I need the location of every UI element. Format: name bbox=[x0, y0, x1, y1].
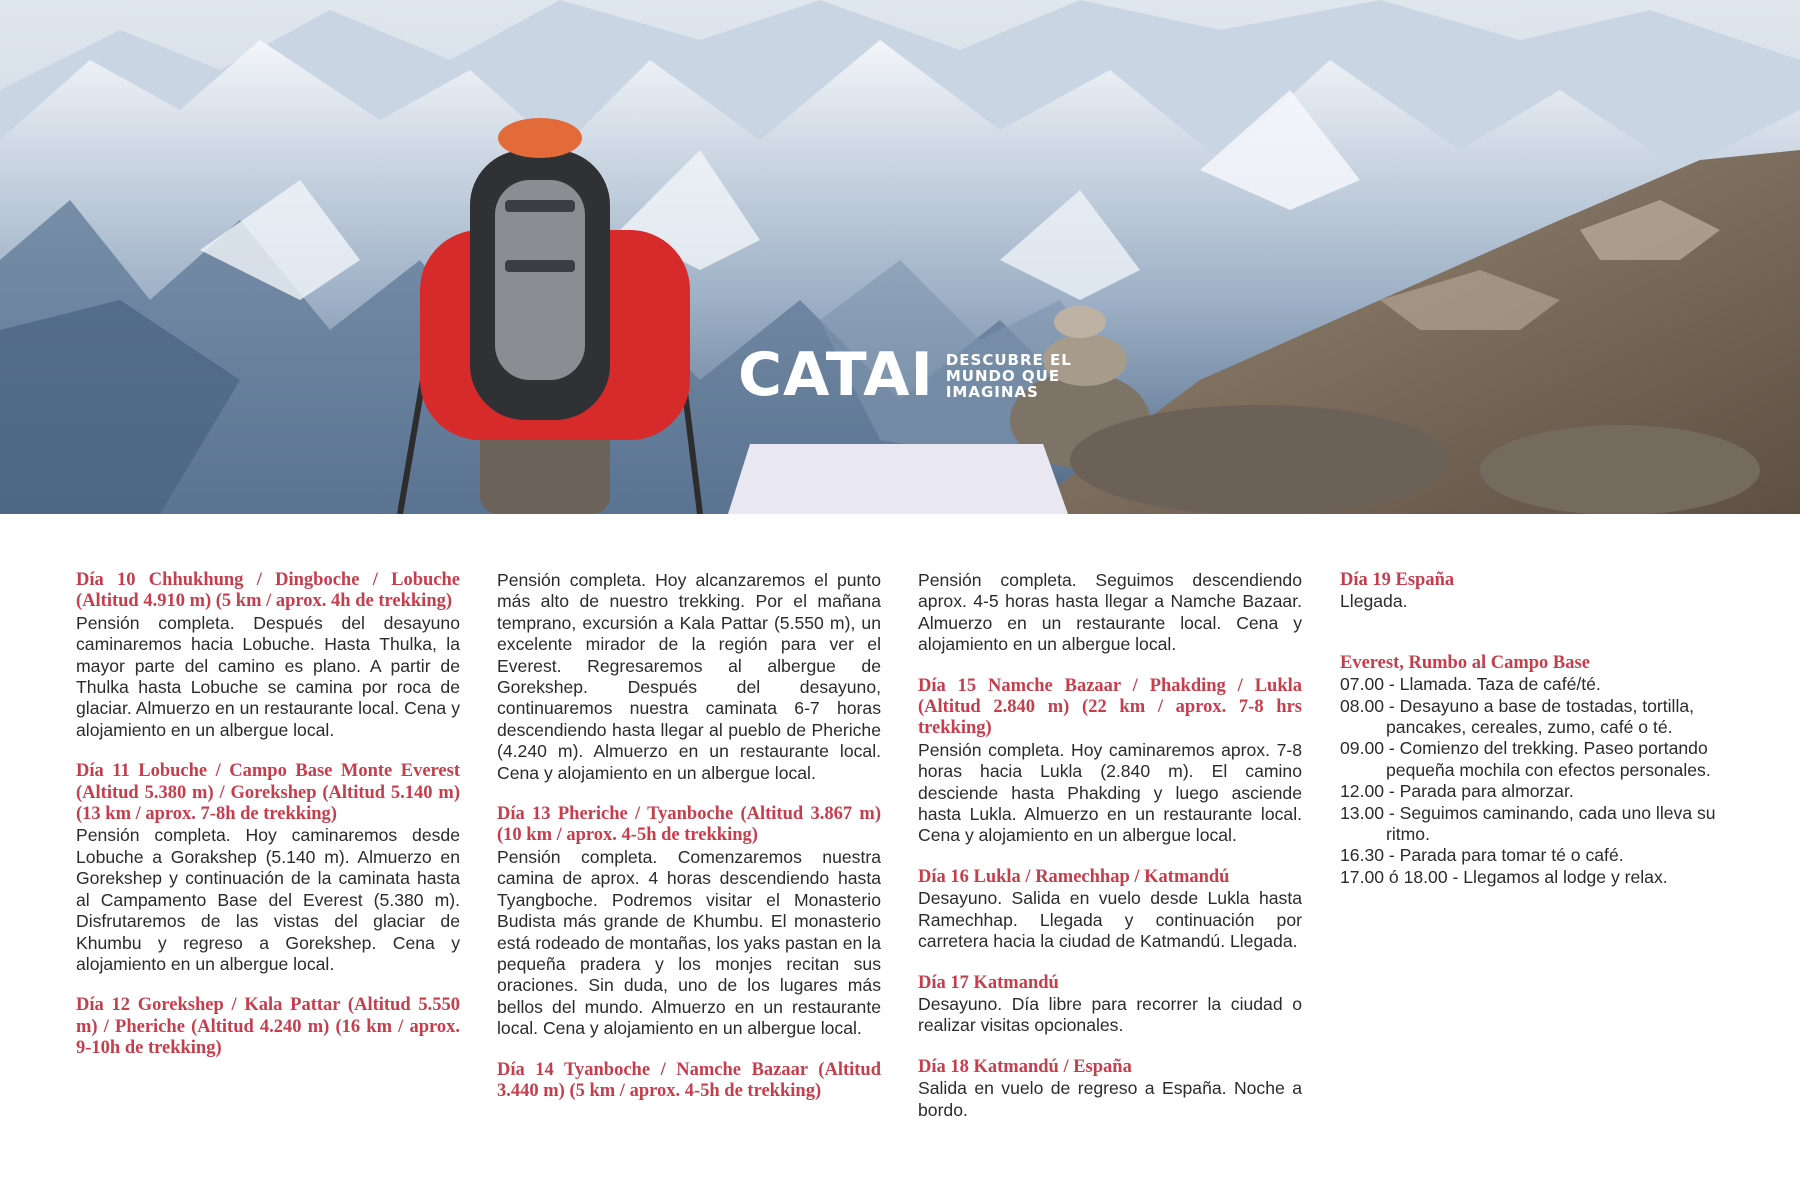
itinerary-day bbox=[918, 973, 1302, 1037]
text-column-4 bbox=[1340, 570, 1724, 908]
day-description: Pensión completa. Hoy caminaremos desde Lobuche a Gorakshep (5.140 m). Almuerzo en Gorekshep y continuación de la caminata hasta al Campamento Base del Everest (5.380 m). Disfrutaremos de las vistas del glaciar de Khumbu y regreso a Gorekshep. Cena y alojamiento en un albergue local. bbox=[76, 825, 460, 974]
text-column-2 bbox=[497, 570, 881, 1122]
text-column-3 bbox=[918, 570, 1302, 1141]
mountain-landscape-illustration bbox=[0, 0, 1800, 514]
schedule-item: 12.00 - Parada para almorzar. bbox=[1340, 781, 1574, 802]
hero-photo bbox=[0, 0, 1800, 514]
brand-tagline bbox=[946, 352, 1076, 400]
schedule-item: 13.00 - Seguimos caminando, cada uno lleva su ritmo. bbox=[1340, 802, 1716, 845]
day-heading: Día 16 Lukla / Ramechhap / Katmandú bbox=[918, 866, 1230, 887]
day-description: Pensión completa. Comenzaremos nuestra camina de aprox. 4 horas descendiendo hasta Tyangboche. Podremos visitar el Monasterio Budista más grande de Khumbu. El monasterio está rodeado de montañas, los yaks pastan en la pequeña pradera y los monjes recitan sus oraciones. Sin duda, uno de los lugares más bellos del mundo. Almuerzo en un restaurante local. Cena y alojamiento en un albergue local. bbox=[497, 846, 881, 1039]
itinerary-day bbox=[1340, 570, 1724, 613]
itinerary-content bbox=[76, 570, 1726, 1180]
itinerary-day bbox=[76, 761, 460, 975]
text-column-1 bbox=[76, 570, 460, 1080]
day-heading: Día 12 Gorekshep / Kala Pattar (Altitud 5.550 m) / Pheriche (Altitud 4.240 m) (16 km / aprox. 9-10h de trekking) bbox=[76, 995, 460, 1059]
brand-tagline-line: IMAGINAS bbox=[945, 383, 1039, 400]
brand-tagline-line: DESCUBRE EL bbox=[945, 352, 1072, 369]
itinerary-day-continued bbox=[497, 570, 881, 784]
schedule-item: 09.00 - Comienzo del trekking. Paseo portando pequeña mochila con efectos personales. bbox=[1340, 738, 1711, 780]
itinerary-day bbox=[497, 804, 881, 1039]
itinerary-day bbox=[76, 570, 460, 741]
brand-name: CATAI bbox=[738, 345, 934, 401]
itinerary-day bbox=[918, 1057, 1302, 1121]
day-heading: Día 15 Namche Bazaar / Phakding / Lukla (Altitud 2.840 m) (22 km / aprox. 7-8 hrs trekking) bbox=[918, 675, 1302, 739]
schedule-item: 16.30 - Parada para tomar té o café. bbox=[1340, 845, 1624, 866]
day-description: Desayuno. Día libre para recorrer la ciudad o realizar visitas opcionales. bbox=[918, 993, 1302, 1036]
schedule-heading: Everest, Rumbo al Campo Base bbox=[1340, 652, 1590, 673]
day-heading: Día 17 Katmandú bbox=[918, 972, 1059, 993]
daily-schedule bbox=[1340, 653, 1724, 888]
day-description: Pensión completa. Seguimos descendiendo aprox. 4-5 horas hasta llegar a Namche Bazaar. Almuerzo en un restaurante local. Cena y alojamiento en un albergue local. bbox=[918, 570, 1302, 655]
day-description: Desayuno. Salida en vuelo desde Lukla hasta Ramechhap. Llegada y continuación por carretera hacia la ciudad de Katmandú. Llegada. bbox=[918, 888, 1302, 952]
day-heading: Día 19 España bbox=[1340, 570, 1455, 590]
day-heading: Día 13 Pheriche / Tyanboche (Altitud 3.867 m) (10 km / aprox. 4-5h de trekking) bbox=[497, 804, 881, 846]
schedule-item: 17.00 ó 18.00 - Llegamos al lodge y relax. bbox=[1340, 866, 1668, 887]
itinerary-day bbox=[76, 995, 460, 1059]
schedule-item: 07.00 - Llamada. Taza de café/té. bbox=[1340, 674, 1601, 695]
itinerary-day-continued bbox=[918, 570, 1302, 656]
day-heading: Día 11 Lobuche / Campo Base Monte Everest (Altitud 5.380 m) / Gorekshep (Altitud 5.140 m) (13 km / aprox. 7-8h de trekking) bbox=[76, 761, 460, 825]
day-heading: Día 14 Tyanboche / Namche Bazaar (Altitud 3.440 m) (5 km / aprox. 4-5h de trekking) bbox=[497, 1059, 881, 1101]
day-description: Llegada. bbox=[1340, 591, 1408, 612]
day-heading: Día 18 Katmandú / España bbox=[918, 1056, 1132, 1077]
day-description: Salida en vuelo de regreso a España. Noche a bordo. bbox=[918, 1078, 1302, 1120]
schedule-item: 08.00 - Desayuno a base de tostadas, tortilla, pancakes, cereales, zumo, café o té. bbox=[1340, 695, 1695, 738]
itinerary-day bbox=[918, 676, 1302, 847]
itinerary-day bbox=[918, 867, 1302, 953]
day-heading: Día 10 Chhukhung / Dingboche / Lobuche (Altitud 4.910 m) (5 km / aprox. 4h de trekking) bbox=[76, 570, 460, 612]
day-description: Pensión completa. Hoy caminaremos aprox. 7-8 horas hacia Lukla (2.840 m). El camino desciende hasta Phakding y luego asciende hasta Lukla. Almuerzo en un restaurante local. Cena y alojamiento en un albergue local. bbox=[918, 739, 1302, 846]
schedule-list bbox=[1340, 674, 1724, 888]
brand-tagline-line: MUNDO QUE bbox=[945, 367, 1061, 385]
itinerary-day bbox=[497, 1060, 881, 1103]
brand-logo bbox=[738, 345, 1076, 401]
decorative-tab-shape bbox=[728, 444, 1068, 514]
day-description: Pensión completa. Hoy alcanzaremos el punto más alto de nuestro trekking. Por el mañana temprano, excursión a Kala Pattar (5.550 m), un excelente mirador de la región para ver el Everest. Regresaremos al albergue de Gorekshep. Después del desayuno, continuaremos nuestra caminata 6-7 horas descendiendo hasta llegar al pueblo de Pheriche (4.240 m). Almuerzo en un restaurante local. Cena y alojamiento en un albergue local. bbox=[497, 570, 881, 783]
day-description: Pensión completa. Después del desayuno caminaremos hacia Lobuche. Hasta Thulka, la mayor parte del camino es plano. A partir de Thulka hasta Lobuche se camina por roca de glaciar. Almuerzo en un restaurante local. Cena y alojamiento en un albergue local. bbox=[76, 612, 460, 740]
